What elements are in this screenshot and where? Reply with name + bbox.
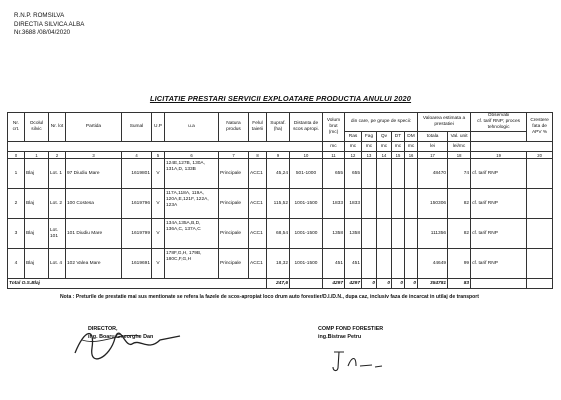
column-number: 14	[377, 152, 392, 159]
cell-volum: 655	[323, 159, 345, 189]
auction-table	[7, 112, 553, 289]
cell-val-unit: 82	[448, 189, 471, 219]
cell-crestere	[527, 219, 553, 249]
cell-volum: 1358	[323, 219, 345, 249]
cell-up: V	[152, 249, 165, 279]
cell-natura: Principale	[219, 189, 249, 219]
cell-qv	[377, 219, 392, 249]
header-species-fag: Fag	[362, 132, 377, 142]
cell-crestere	[527, 159, 553, 189]
cell-fag	[362, 189, 377, 219]
total-fag: 0	[362, 279, 377, 289]
cell-ras: 655	[345, 159, 362, 189]
cell-dt	[392, 219, 405, 249]
header-ua: u.a	[165, 113, 219, 142]
header-observatii-title: Observatii	[487, 113, 510, 119]
cell-up: V	[152, 159, 165, 189]
cell-distanta: 1001-1500	[290, 249, 323, 279]
cell-ras: 451	[345, 249, 362, 279]
cell-up: V	[152, 189, 165, 219]
total-row	[8, 279, 553, 289]
cell-qv	[377, 189, 392, 219]
unit-dt-mc: mc	[392, 142, 405, 152]
table-row	[8, 189, 553, 219]
table-row	[8, 159, 553, 189]
cell-dm	[405, 159, 418, 189]
cell-distanta: 1001-1500	[290, 219, 323, 249]
total-label: Total O.S.Blaj	[8, 279, 267, 289]
cell-supraf: 18,32	[267, 249, 290, 279]
cell-natura: Principale	[219, 159, 249, 189]
column-number: 4	[122, 152, 152, 159]
director-handwritten-signature	[70, 318, 190, 368]
cell-partida: 101 Diudiu Mare	[66, 219, 122, 249]
cell-sumal: 1619801	[122, 159, 152, 189]
column-number: 8	[249, 152, 267, 159]
cell-val-unit: 82	[448, 219, 471, 249]
column-number: 18	[448, 152, 471, 159]
header-up: U.P	[152, 113, 165, 142]
column-number: 17	[418, 152, 448, 159]
cell-sumal: 1619691	[122, 249, 152, 279]
total-crestere-blank	[527, 279, 553, 289]
column-number: 11	[323, 152, 345, 159]
column-number: 3	[66, 152, 122, 159]
cell-felul: ACC1	[249, 189, 267, 219]
cell-observatii: cf. tarif RNP	[471, 159, 527, 189]
unit-volum-mc: mc	[323, 142, 345, 152]
cell-partida: 100 Costesa	[66, 189, 122, 219]
column-number: 6	[165, 152, 219, 159]
cell-val-unit: 74	[448, 159, 471, 189]
cell-crestere	[527, 189, 553, 219]
cell-ua: 117A,118A, 119A, 120A,E,121F, 122A, 123A	[165, 189, 219, 219]
total-obs-blank	[471, 279, 527, 289]
cell-felul: ACC1	[249, 249, 267, 279]
header-volum: Volum brut (mc)	[323, 113, 345, 142]
header-ocolul: Ocolul silvic	[25, 113, 49, 142]
cell-supraf: 68,54	[267, 219, 290, 249]
table-row	[8, 219, 553, 249]
document-title: LICITATIE PRESTARI SERVICII EXPLOATARE PRODUCTIA ANULUI 2020	[149, 94, 412, 103]
header-crestere: Crestere fata de APV %	[527, 113, 553, 142]
organization-name: R.N.P. ROMSILVA	[14, 12, 65, 19]
total-dm: 0	[405, 279, 418, 289]
cell-nr: 2	[8, 189, 25, 219]
cell-ua: 178F,G,H, 179B, 180C,F,G,H	[165, 249, 219, 279]
cell-nr: 1	[8, 159, 25, 189]
total-volum: 4297	[323, 279, 345, 289]
total-distanta-blank	[290, 279, 323, 289]
column-number: 7	[219, 152, 249, 159]
document-header	[14, 12, 84, 38]
cell-nr: 3	[8, 219, 25, 249]
forestry-fund-handwritten-signature	[330, 346, 390, 374]
cell-observatii: cf. tarif RNP	[471, 189, 527, 219]
cell-dt	[392, 189, 405, 219]
cell-ua: 134A,135A,B,D, 136A,C, 137A,C	[165, 219, 219, 249]
unit-dm-mc: mc	[405, 142, 418, 152]
header-valoarea-group: Valoarea estimata a prestatiei	[418, 113, 471, 132]
cell-ocolul: Blaj	[25, 159, 49, 189]
cell-nr: 4	[8, 249, 25, 279]
header-felul: Felul taierii	[249, 113, 267, 142]
column-number: 10	[290, 152, 323, 159]
directorate-name: DIRECTIA SILVICA ALBA	[14, 20, 85, 28]
column-number: 16	[405, 152, 418, 159]
header-species-ras: Ras	[345, 132, 362, 142]
column-number: 1	[25, 152, 49, 159]
cell-felul: ACC1	[249, 159, 267, 189]
cell-lot: Lot. 4	[49, 249, 66, 279]
header-nr-lot: Nr. lot	[49, 113, 66, 142]
header-sumal: Sumal	[122, 113, 152, 142]
cell-fag	[362, 219, 377, 249]
cell-ras: 1358	[345, 219, 362, 249]
cell-lot: Lot. 1	[49, 159, 66, 189]
total-dt: 0	[392, 279, 405, 289]
cell-dm	[405, 249, 418, 279]
forestry-fund-role: COMP FOND FORESTIER	[318, 326, 384, 332]
cell-volum: 451	[323, 249, 345, 279]
document-number: Nr.3688 /08/04/2020	[14, 29, 71, 37]
unit-lei-mc: lei/mc	[448, 142, 471, 152]
cell-distanta: 1001-1500	[290, 189, 323, 219]
footnote: Nota : Preturile de prestatie mai sus mentionate se refera la fazele de scos-apropiat loco drum auto forestier/D.I./D.N., dupa caz, inclusiv faza de incarcat in utilaj de transport	[60, 294, 479, 300]
cell-dm	[405, 219, 418, 249]
cell-val-unit: 99	[448, 249, 471, 279]
cell-partida: 97 Diudiu Mare	[66, 159, 122, 189]
header-observatii	[471, 113, 527, 132]
cell-sumal: 1619799	[122, 219, 152, 249]
director-name: ing. Boaru Gheorghe Dan	[88, 333, 154, 340]
total-qv: 0	[377, 279, 392, 289]
header-observatii-sub: cf. tarif RNP; proces tehnologic	[477, 119, 521, 130]
column-number: 20	[527, 152, 553, 159]
header-supraf: Supraf. (ha)	[267, 113, 290, 142]
cell-qv	[377, 159, 392, 189]
column-number: 12	[345, 152, 362, 159]
cell-supraf: 45,24	[267, 159, 290, 189]
cell-partida: 102 Valea Mare	[66, 249, 122, 279]
cell-val-totala: 44649	[418, 249, 448, 279]
cell-val-totala: 111356	[418, 219, 448, 249]
cell-dm	[405, 189, 418, 219]
table-row	[8, 249, 553, 279]
total-ras: 4297	[345, 279, 362, 289]
cell-felul: ACC1	[249, 219, 267, 249]
cell-supraf: 115,52	[267, 189, 290, 219]
column-number: 15	[392, 152, 405, 159]
cell-ras: 1833	[345, 189, 362, 219]
cell-ua: 124E,127B, 130A, 131A,D, 133B	[165, 159, 219, 189]
cell-natura: Principale	[219, 249, 249, 279]
header-partida: Partida	[66, 113, 122, 142]
cell-ocolul: Blaj	[25, 219, 49, 249]
column-number: 0	[8, 152, 25, 159]
total-supraf: 247,6	[267, 279, 290, 289]
cell-volum: 1833	[323, 189, 345, 219]
cell-fag	[362, 159, 377, 189]
cell-ocolul: Blaj	[25, 249, 49, 279]
cell-observatii: cf. tarif RNP	[471, 249, 527, 279]
header-val-totala: totala	[418, 132, 448, 142]
unit-row-blank-end	[471, 142, 553, 152]
forestry-fund-name: ing.Bistrae Petru	[318, 333, 362, 340]
unit-lei: lei	[418, 142, 448, 152]
column-number: 9	[267, 152, 290, 159]
cell-qv	[377, 249, 392, 279]
cell-lot: Lot. 2	[49, 189, 66, 219]
cell-val-totala: 48470	[418, 159, 448, 189]
column-number: 19	[471, 152, 527, 159]
cell-up: V	[152, 219, 165, 249]
header-natura: Natura produs	[219, 113, 249, 142]
column-number-row	[8, 152, 553, 159]
cell-lot: Lot. 101	[49, 219, 66, 249]
cell-distanta: 501-1000	[290, 159, 323, 189]
header-species-dm: DM	[405, 132, 418, 142]
unit-row-blank	[8, 142, 323, 152]
unit-ras-mc: mc	[345, 142, 362, 152]
header-distanta: Distanta de scos apropi.	[290, 113, 323, 142]
unit-fag-mc: mc	[362, 142, 377, 152]
cell-fag	[362, 249, 377, 279]
cell-observatii: cf. tarif RNP	[471, 219, 527, 249]
table-body	[8, 159, 553, 279]
header-val-unit: Val. unit	[448, 132, 471, 142]
header-species-dt: DT	[392, 132, 405, 142]
cell-dt	[392, 249, 405, 279]
cell-crestere	[527, 249, 553, 279]
forestry-fund-signature-block	[318, 326, 383, 341]
unit-qv-mc: mc	[377, 142, 392, 152]
header-observatii-blank	[471, 132, 527, 142]
total-val-unit: 83	[448, 279, 471, 289]
director-role: DIRECTOR,	[88, 326, 118, 332]
cell-ocolul: Blaj	[25, 189, 49, 219]
total-val-totala: 354781	[418, 279, 448, 289]
cell-natura: Principale	[219, 219, 249, 249]
column-number: 2	[49, 152, 66, 159]
header-specii-group: din care, pe grupe de specii:	[345, 113, 418, 132]
header-species-qv: Qv	[377, 132, 392, 142]
column-number: 5	[152, 152, 165, 159]
header-nr-crt: Nr. crt.	[8, 113, 25, 142]
cell-sumal: 1619796	[122, 189, 152, 219]
cell-val-totala: 150306	[418, 189, 448, 219]
column-number: 13	[362, 152, 377, 159]
cell-dt	[392, 159, 405, 189]
